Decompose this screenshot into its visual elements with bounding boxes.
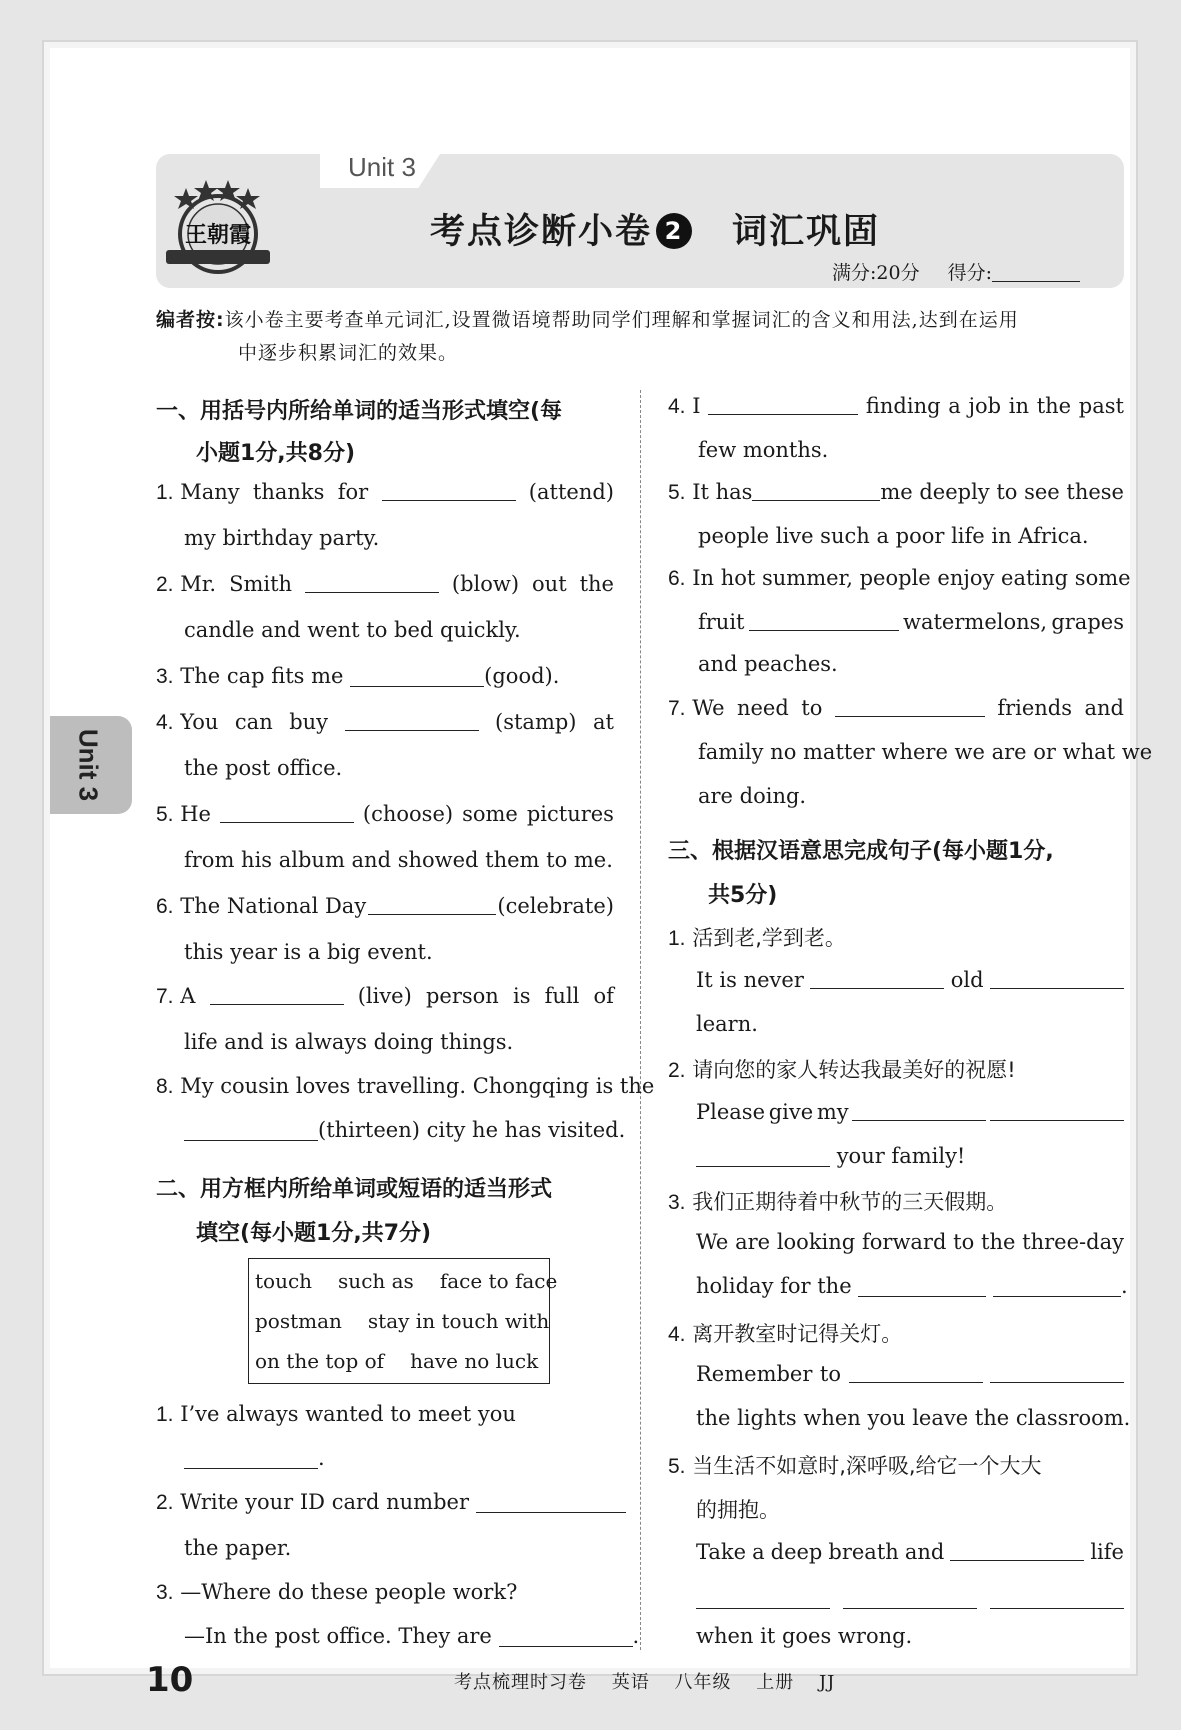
footer-grade: 八年级	[674, 1672, 732, 1693]
sec2-q1-cont: .	[184, 1446, 325, 1470]
sec3-q3-cont: holiday for the .	[696, 1274, 1128, 1298]
sec1-q3-blank[interactable]	[350, 666, 484, 687]
sec1-q4-cont: the post office.	[184, 756, 343, 780]
exam-page	[50, 48, 1153, 1700]
note-line2: 中逐步积累词汇的效果。	[238, 342, 459, 364]
sec2-q2: 2. Write your ID card number	[156, 1490, 626, 1515]
sec2-q3-cont: —In the post office. They are .	[184, 1624, 640, 1648]
sec3-q1-cont: learn.	[696, 1012, 758, 1036]
sec3-q5-zh2: 的拥抱。	[696, 1498, 780, 1522]
sec1-title-line1: 一、用括号内所给单词的适当形式填空(每	[156, 399, 563, 424]
editor-note	[156, 304, 1126, 370]
side-unit-tab	[50, 716, 132, 814]
sec3-q5-zh: 5. 当生活不如意时,深呼吸,给它一个大大	[668, 1454, 1042, 1478]
unit-label: Unit 3	[348, 152, 416, 182]
sec1-q2-cont: candle and went to bed quickly.	[184, 618, 521, 642]
sec2-q3: 3. —Where do these people work?	[156, 1580, 518, 1604]
sec3-q1-en: It is never old	[696, 968, 1124, 992]
sec2-q1-blank[interactable]	[184, 1448, 318, 1469]
sec3-q5-cont: when it goes wrong.	[696, 1624, 913, 1648]
sec1-q5: 5. He (choose) some pictures	[156, 802, 614, 826]
sec1-q7-cont: life and is always doing things.	[184, 1030, 514, 1054]
sec3-q2-blank2[interactable]	[990, 1100, 1124, 1121]
sec2-q5-blank[interactable]	[752, 480, 880, 501]
page-number: 10	[146, 1660, 194, 1700]
sec2-q7-cont2: are doing.	[698, 784, 807, 808]
sec2-q7-cont: family no matter where we are or what we	[698, 740, 1153, 764]
sec3-q2-en: Please give my	[696, 1100, 1124, 1124]
sec1-q2-blank[interactable]	[305, 572, 439, 593]
sec1-q8-cont: (thirteen) city he has visited.	[184, 1118, 625, 1142]
footer-volume: 上册	[756, 1672, 795, 1693]
footer-info	[454, 1668, 853, 1694]
sec2-q6-cont2: and peaches.	[698, 652, 838, 676]
sec3-q5-en: Take a deep breath and life	[696, 1540, 1124, 1564]
sec2-q3-blank[interactable]	[499, 1626, 633, 1647]
sec1-q1: 1. Many thanks for (attend)	[156, 480, 614, 504]
sec1-q6-cont: this year is a big event.	[184, 940, 433, 964]
sec1-q7-blank[interactable]	[210, 984, 344, 1005]
sec1-q6: 6. The National Day (celebrate)	[156, 894, 614, 918]
sec3-q4-cont: the lights when you leave the classroom.	[696, 1406, 1131, 1430]
score-label: 得分:	[947, 262, 993, 284]
sec2-q4: 4. I finding a job in the past	[668, 394, 1124, 418]
publisher-logo	[156, 168, 286, 278]
sec3-q5-blank1[interactable]	[950, 1540, 1084, 1561]
sec1-q2: 2. Mr. Smith (blow) out the	[156, 572, 614, 596]
score-blank[interactable]	[992, 263, 1080, 282]
footer-edition: JJ	[818, 1672, 836, 1693]
sec1-q1-blank[interactable]	[382, 480, 516, 501]
sec3-q2-zh: 2. 请向您的家人转达我最美好的祝愿!	[668, 1058, 1016, 1082]
sec1-q4: 4. You can buy (stamp) at	[156, 710, 614, 734]
sec3-q5-blank2[interactable]	[696, 1588, 830, 1609]
sec2-q2-blank[interactable]	[476, 1492, 626, 1513]
sec1-q6-blank[interactable]	[368, 894, 496, 915]
sec3-q3-zh: 3. 我们正期待着中秋节的三天假期。	[668, 1190, 1008, 1214]
score-line	[832, 258, 1080, 285]
footer-subject: 英语	[611, 1672, 650, 1693]
sec2-q6-cont: fruit watermelons, grapes	[698, 610, 1124, 634]
logo-text: 王朝霞	[184, 222, 252, 248]
sec3-q2-cont: your family!	[696, 1144, 965, 1168]
title-main: 考点诊断小卷	[430, 212, 653, 252]
sec2-q7-blank[interactable]	[835, 696, 985, 717]
sec3-q4-blank2[interactable]	[990, 1362, 1124, 1383]
sec1-q7: 7. A (live) person is full of	[156, 984, 614, 1008]
word-box: touch such as face to face postman stay in touch with on the top of have no luck	[248, 1258, 550, 1384]
sec3-q2-blank3[interactable]	[696, 1146, 830, 1167]
sec2-q5: 5. It has me deeply to see these	[668, 480, 1124, 504]
sec2-title-line2: 填空(每小题1分,共7分)	[196, 1221, 432, 1246]
sec3-q4-zh: 4. 离开教室时记得关灯。	[668, 1322, 903, 1346]
sec1-q5-blank[interactable]	[220, 802, 354, 823]
sec2-q2-cont: the paper.	[184, 1536, 292, 1560]
sec2-q4-cont: few months.	[698, 438, 829, 462]
sec1-q8: 8. My cousin loves travelling. Chongqing is the	[156, 1074, 655, 1098]
full-score: 满分:20分	[832, 262, 920, 284]
sec3-q5-blank4[interactable]	[990, 1588, 1124, 1609]
side-unit-label: Unit 3	[73, 728, 104, 802]
sec2-q1: 1. I’ve always wanted to meet you	[156, 1402, 516, 1426]
sec1-q5-cont: from his album and showed them to me.	[184, 848, 613, 872]
sec1-q1-cont: my birthday party.	[184, 526, 380, 550]
sec3-q5-blanks	[696, 1588, 1124, 1609]
sec3-q1-blank1[interactable]	[810, 968, 944, 989]
sec3-q4-blank1[interactable]	[849, 1362, 983, 1383]
sec3-title-line1: 三、根据汉语意思完成句子(每小题1分,	[668, 839, 1054, 864]
sec2-q6-blank[interactable]	[749, 610, 899, 631]
sec3-q3-blank1[interactable]	[858, 1276, 986, 1297]
sec3-q3-blank2[interactable]	[993, 1276, 1121, 1297]
footer-book: 考点梳理时习卷	[454, 1672, 587, 1693]
sec1-q8-blank[interactable]	[184, 1120, 318, 1141]
sec3-q4-en: Remember to	[696, 1362, 1124, 1386]
sec2-q7: 7. We need to friends and	[668, 696, 1124, 720]
sec1-q3: 3. The cap fits me (good).	[156, 664, 560, 688]
sec3-q5-blank3[interactable]	[843, 1588, 977, 1609]
sec2-q4-blank[interactable]	[708, 394, 858, 415]
sec2-title-line1: 二、用方框内所给单词或短语的适当形式	[156, 1177, 553, 1202]
sec1-q4-blank[interactable]	[345, 710, 479, 731]
sec3-q1-zh: 1. 活到老,学到老。	[668, 926, 846, 950]
sec1-title-line2: 小题1分,共8分)	[196, 441, 356, 466]
sec3-title-line2: 共5分)	[708, 883, 778, 908]
page-title	[430, 204, 880, 254]
sec3-q3-en: We are looking forward to the three-day	[696, 1230, 1124, 1254]
sec2-q5-cont: people live such a poor life in Africa.	[698, 524, 1089, 548]
title-number-badge: 2	[656, 213, 692, 249]
sec3-q2-blank1[interactable]	[852, 1100, 986, 1121]
note-label: 编者按:	[156, 309, 225, 331]
note-line1: 该小卷主要考查单元词汇,设置微语境帮助同学们理解和掌握词汇的含义和用法,达到在运用	[224, 309, 1019, 331]
title-subtitle: 词汇巩固	[732, 212, 881, 252]
sec2-q6: 6. In hot summer, people enjoy eating some	[668, 566, 1131, 590]
sec3-q1-blank2[interactable]	[990, 968, 1124, 989]
column-divider	[640, 390, 641, 1650]
